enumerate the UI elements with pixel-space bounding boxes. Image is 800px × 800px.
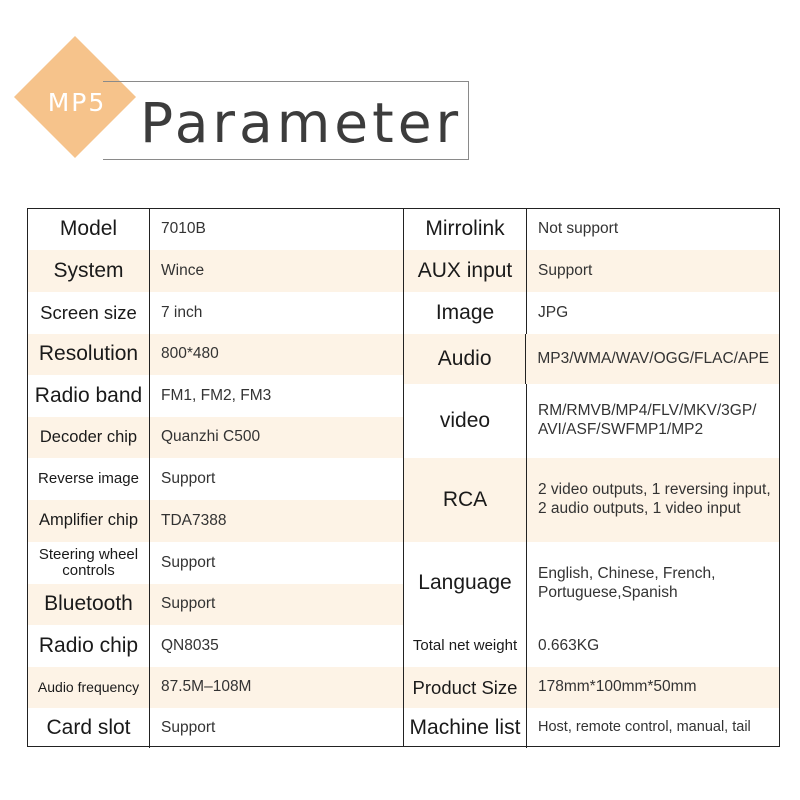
spec-value: Wince (161, 261, 205, 279)
spec-value: Not support (538, 220, 619, 238)
spec-row-language (404, 542, 779, 625)
spec-value: MP3/WMA/WAV/OGG/FLAC/APE (537, 349, 769, 367)
spec-value: 87.5M–108M (161, 678, 252, 696)
spec-row-image (404, 292, 779, 334)
spec-label: Image (404, 292, 527, 334)
spec-row-rca (404, 458, 779, 542)
spec-label: Steering wheel controls (28, 542, 150, 584)
spec-row-screen-size (28, 292, 403, 334)
spec-label: Bluetooth (28, 584, 150, 625)
spec-row-net-weight (404, 625, 779, 667)
spec-row-decoder-chip (28, 417, 403, 458)
spec-label: Total net weight (404, 625, 527, 667)
spec-row-radio-band (28, 375, 403, 417)
spec-row-audio (404, 334, 779, 384)
spec-label: Screen size (28, 292, 150, 334)
spec-label: Decoder chip (28, 417, 150, 458)
spec-value: Host, remote control, manual, tail (538, 719, 751, 736)
spec-value: RM/RMVB/MP4/FLV/MKV/3GP/AVI/ASF/SWFMP1/MP2 (538, 402, 757, 438)
spec-value: Support (161, 469, 216, 487)
spec-value: English, Chinese, French, Portuguese,Spanish (538, 564, 716, 601)
spec-label: video (404, 384, 527, 458)
right-spec-column (404, 209, 779, 746)
spec-row-bluetooth (28, 584, 403, 625)
spec-label: Machine list (404, 708, 527, 748)
spec-value: QN8035 (161, 636, 219, 654)
spec-table (27, 208, 780, 747)
spec-row-amplifier-chip (28, 500, 403, 542)
spec-row-product-size (404, 667, 779, 708)
spec-row-model (28, 209, 403, 250)
spec-label: Audio frequency (28, 667, 150, 708)
spec-label: Radio chip (28, 625, 150, 667)
spec-value: FM1, FM2, FM3 (161, 386, 272, 404)
spec-row-video (404, 384, 779, 458)
spec-value: TDA7388 (161, 511, 227, 529)
left-spec-column (28, 209, 404, 746)
spec-label: Model (28, 209, 150, 250)
spec-label: RCA (404, 458, 527, 542)
spec-value: Quanzhi C500 (161, 428, 261, 446)
spec-value: Support (161, 718, 216, 736)
spec-label: Resolution (28, 334, 150, 375)
spec-row-machine-list (404, 708, 779, 748)
spec-row-reverse-image (28, 458, 403, 500)
spec-value: 178mm*100mm*50mm (538, 678, 697, 696)
spec-row-card-slot (28, 708, 403, 748)
spec-value: 7010B (161, 220, 206, 238)
spec-value: 800*480 (161, 345, 219, 363)
spec-value: Support (538, 261, 593, 279)
spec-label: System (28, 250, 150, 292)
spec-row-steering-wheel (28, 542, 403, 584)
spec-row-aux-input (404, 250, 779, 292)
spec-label: Reverse image (28, 458, 150, 500)
spec-label: Mirrolink (404, 209, 527, 250)
spec-row-radio-chip (28, 625, 403, 667)
spec-label: Product Size (404, 667, 527, 708)
spec-value: Support (161, 595, 216, 613)
spec-value: 7 inch (161, 303, 203, 321)
spec-row-system (28, 250, 403, 292)
spec-label: Card slot (28, 708, 150, 748)
page-title: Parameter (140, 91, 463, 155)
spec-value: 2 video outputs, 1 reversing input, 2 audio outputs, 1 video input (538, 481, 771, 517)
spec-label: Radio band (28, 375, 150, 417)
spec-row-audio-frequency (28, 667, 403, 708)
badge-label: MP5 (47, 88, 107, 117)
spec-row-resolution (28, 334, 403, 375)
spec-value: JPG (538, 303, 569, 321)
spec-row-mirrolink (404, 209, 779, 250)
spec-value: Support (161, 553, 216, 571)
spec-label: Audio (404, 334, 526, 384)
spec-value: 0.663KG (538, 636, 600, 654)
spec-label: Language (404, 542, 527, 625)
spec-label: Amplifier chip (28, 500, 150, 542)
spec-label: AUX input (404, 250, 527, 292)
